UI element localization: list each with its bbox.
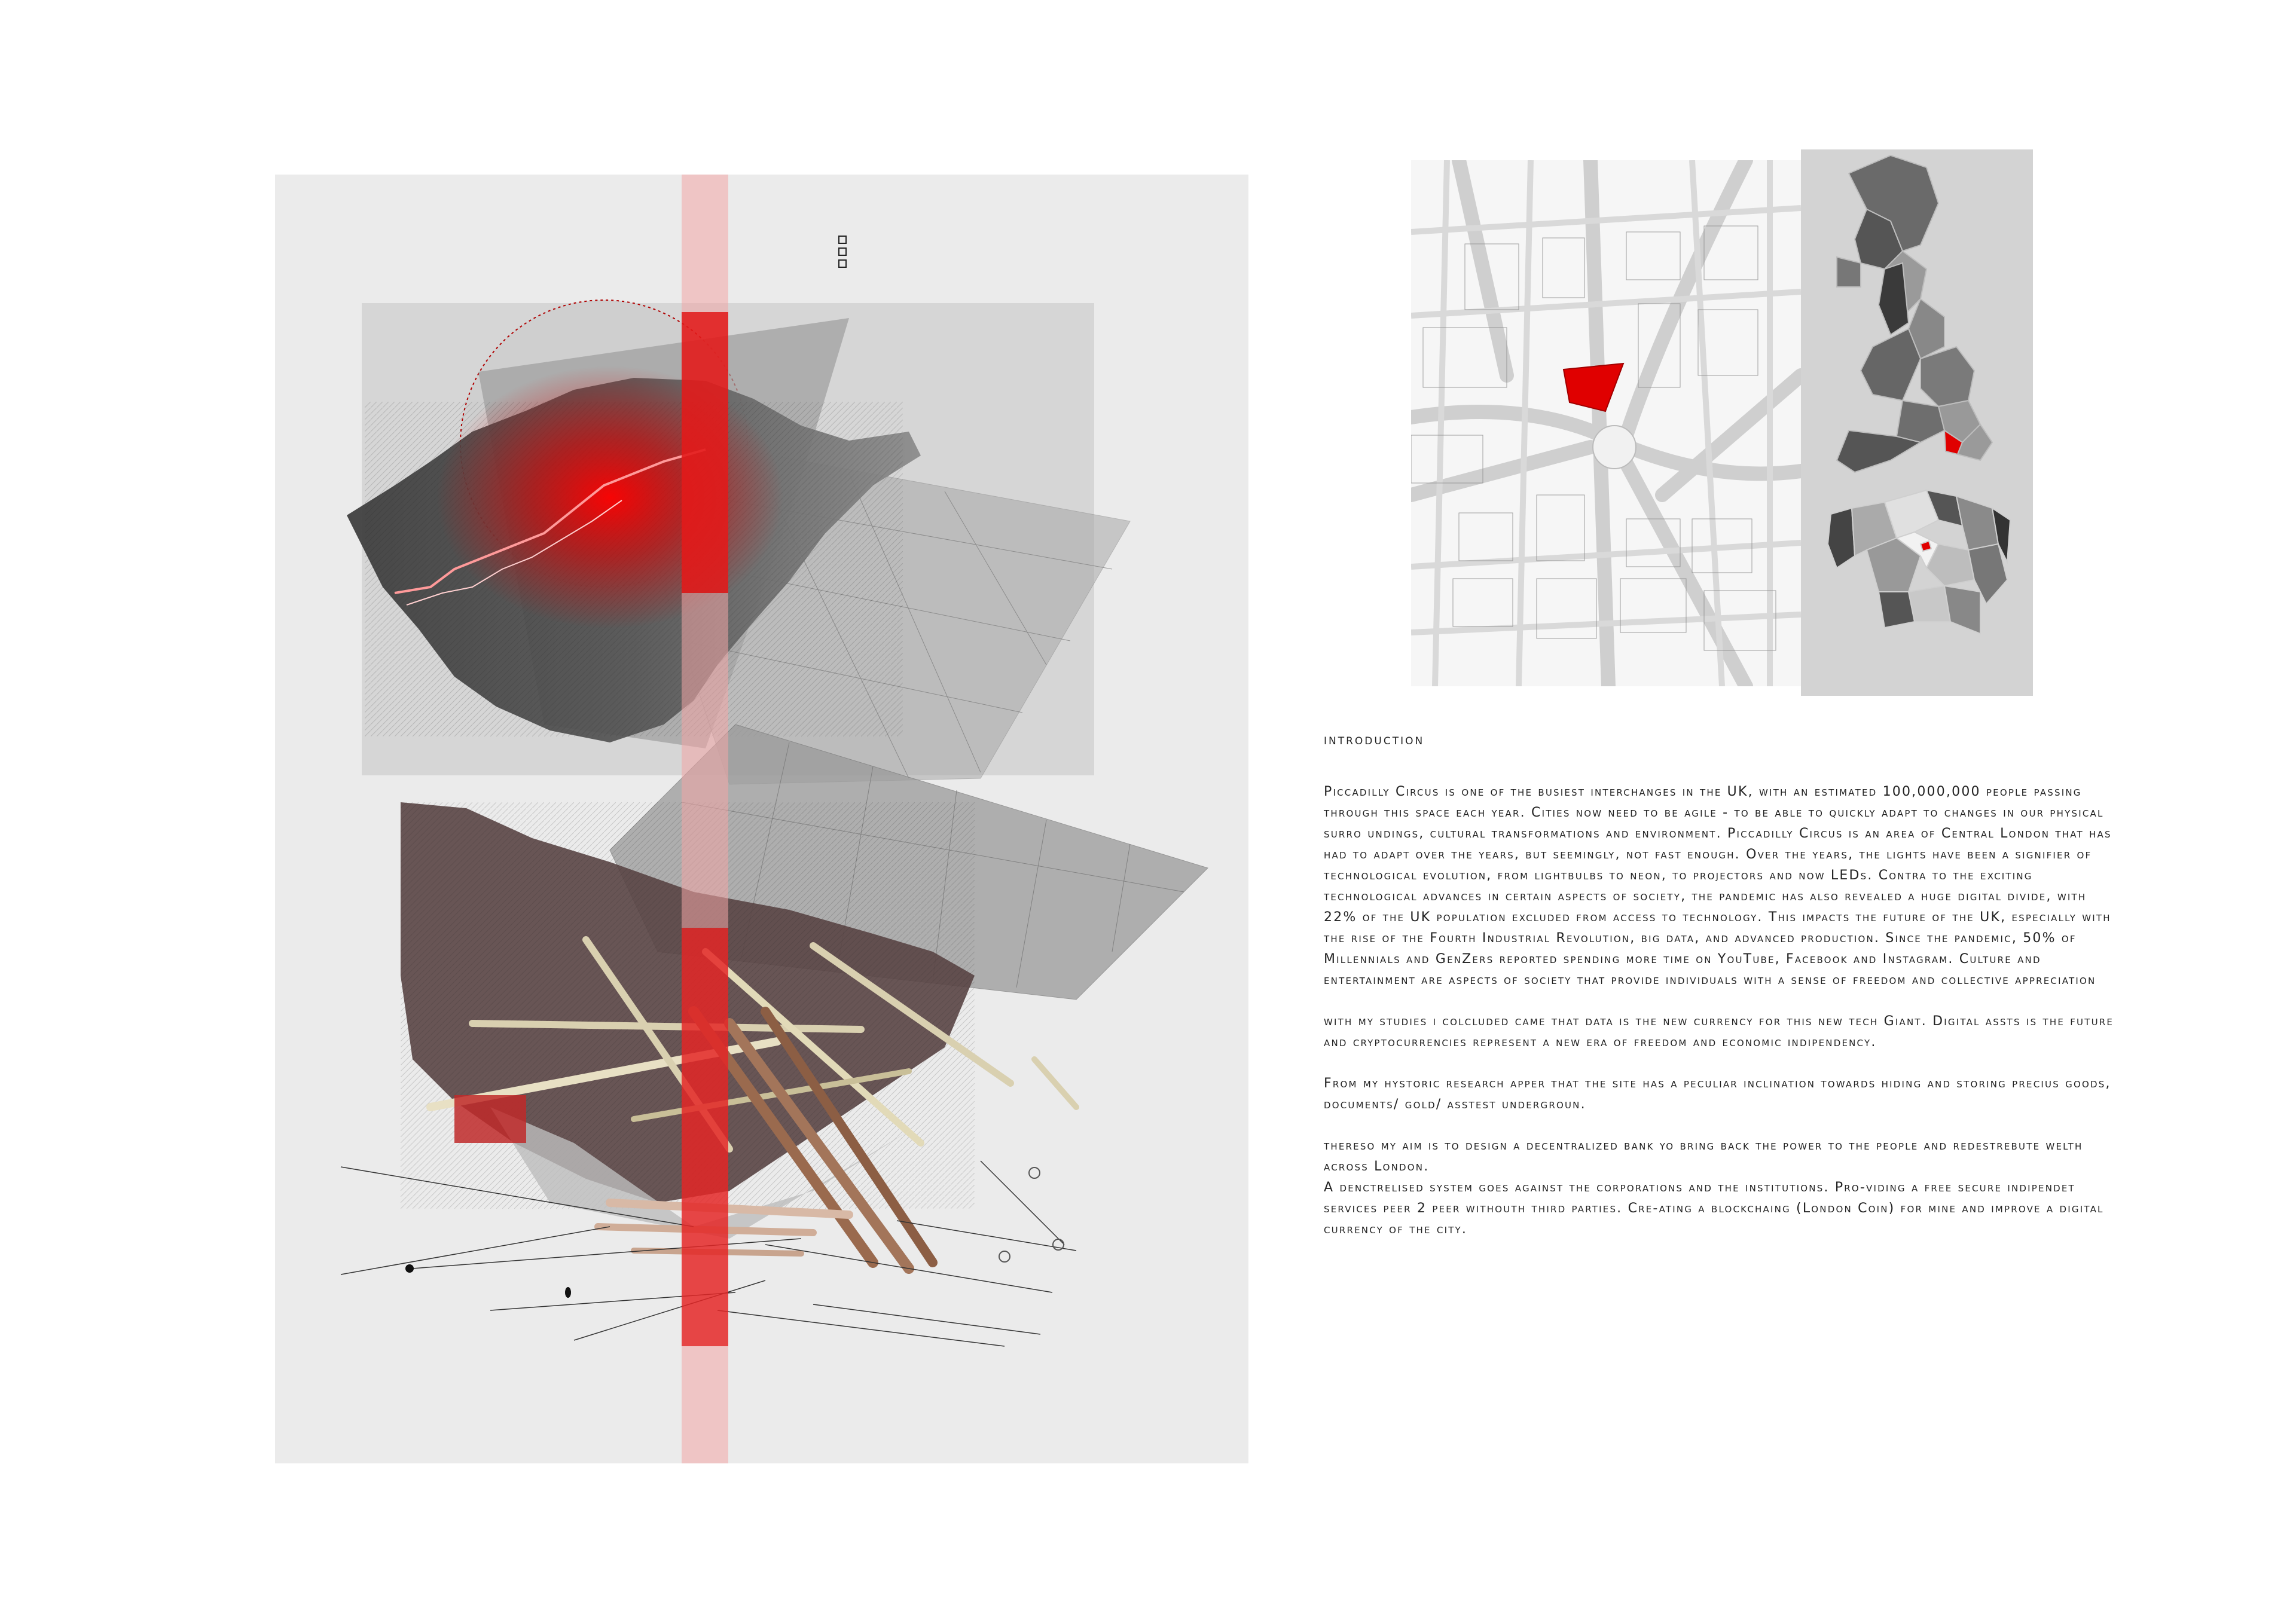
concept-visual-drawing [275, 175, 1248, 1463]
intro-paragraph-5: A denctrelised system goes against the corporations and the institutions. Pro-viding a free secure indipendet services peer 2 peer withouth third parties. Cre-ating a blockchaing (London Coin) for mine and improve a digital currency of the city. [1324, 1180, 2104, 1237]
uk-map [1837, 155, 1992, 472]
london-boroughs-map [1828, 490, 2010, 634]
red-vertical-core-lower [682, 928, 728, 1346]
red-structure [454, 1095, 526, 1143]
concept-visual-panel [275, 175, 1248, 1463]
red-glow-core [436, 366, 783, 629]
square-icon-3 [839, 260, 846, 267]
intro-paragraph-3: From my hystoric research apper that the site has a peculiar inclination towards hiding and storing precius goods, documents/ gold/ asstest undergroun. [1324, 1076, 2111, 1112]
node-dot-3 [999, 1251, 1010, 1262]
red-vertical-core-upper [682, 312, 728, 593]
uk-location-maps [1801, 149, 2033, 696]
intro-paragraph-2: with my studies i colcluded came that data is the new currency for this new tech Giant. Digital assts is the future and cryptocurrencies represent a new era of freedom and economic indipendency. [1324, 1014, 2114, 1050]
street-map-drawing [1411, 160, 1801, 686]
intro-paragraph-1: Piccadilly Circus is one of the busiest interchanges in the UK, with an estimated 100,000,000 people passing through this space each year. Cities now need to be agile - to be able to quickly adapt to changes in our physical surro undings, cultural transformations and environment. Piccadilly Circus is an area of Central London that has had to adapt over the years, but seemingly, not fast enough. Over the years, the lights have been a signifier of technological evolution, from lightbulbs to neon, to projectors and now LEDs. Contra to the exciting technological advances in certain aspects of society, the pandemic has also revealed a huge digital divide, with 22% of the UK population excluded from access to technology. This impacts the future of the UK, especially with the rise of the Fourth Industrial Revolution, big data, and advanced production. Since the pandemic, 50% of Millennials and GenZers reported spending more time on YouTube, Facebook and Instagram. Culture and entertainment are aspects of society that provide individuals with a sense of freedom and collective appreciation [1324, 784, 2112, 988]
intro-paragraph-4: thereso my aim is to design a decentralized bank yo bring back the power to the people and redestrebute welth across London. [1324, 1138, 2083, 1174]
introduction-text [1324, 729, 2119, 1260]
uk-location-panel [1801, 149, 2033, 696]
node-dot-5 [1029, 1167, 1040, 1178]
street-map [1411, 160, 1801, 686]
node-dot-4 [1053, 1239, 1064, 1250]
node-dot-2 [565, 1287, 571, 1298]
node-dot-1 [405, 1264, 414, 1273]
square-icon-2 [839, 248, 846, 255]
square-icon-1 [839, 236, 846, 243]
introduction-heading: introduction [1324, 731, 1425, 748]
